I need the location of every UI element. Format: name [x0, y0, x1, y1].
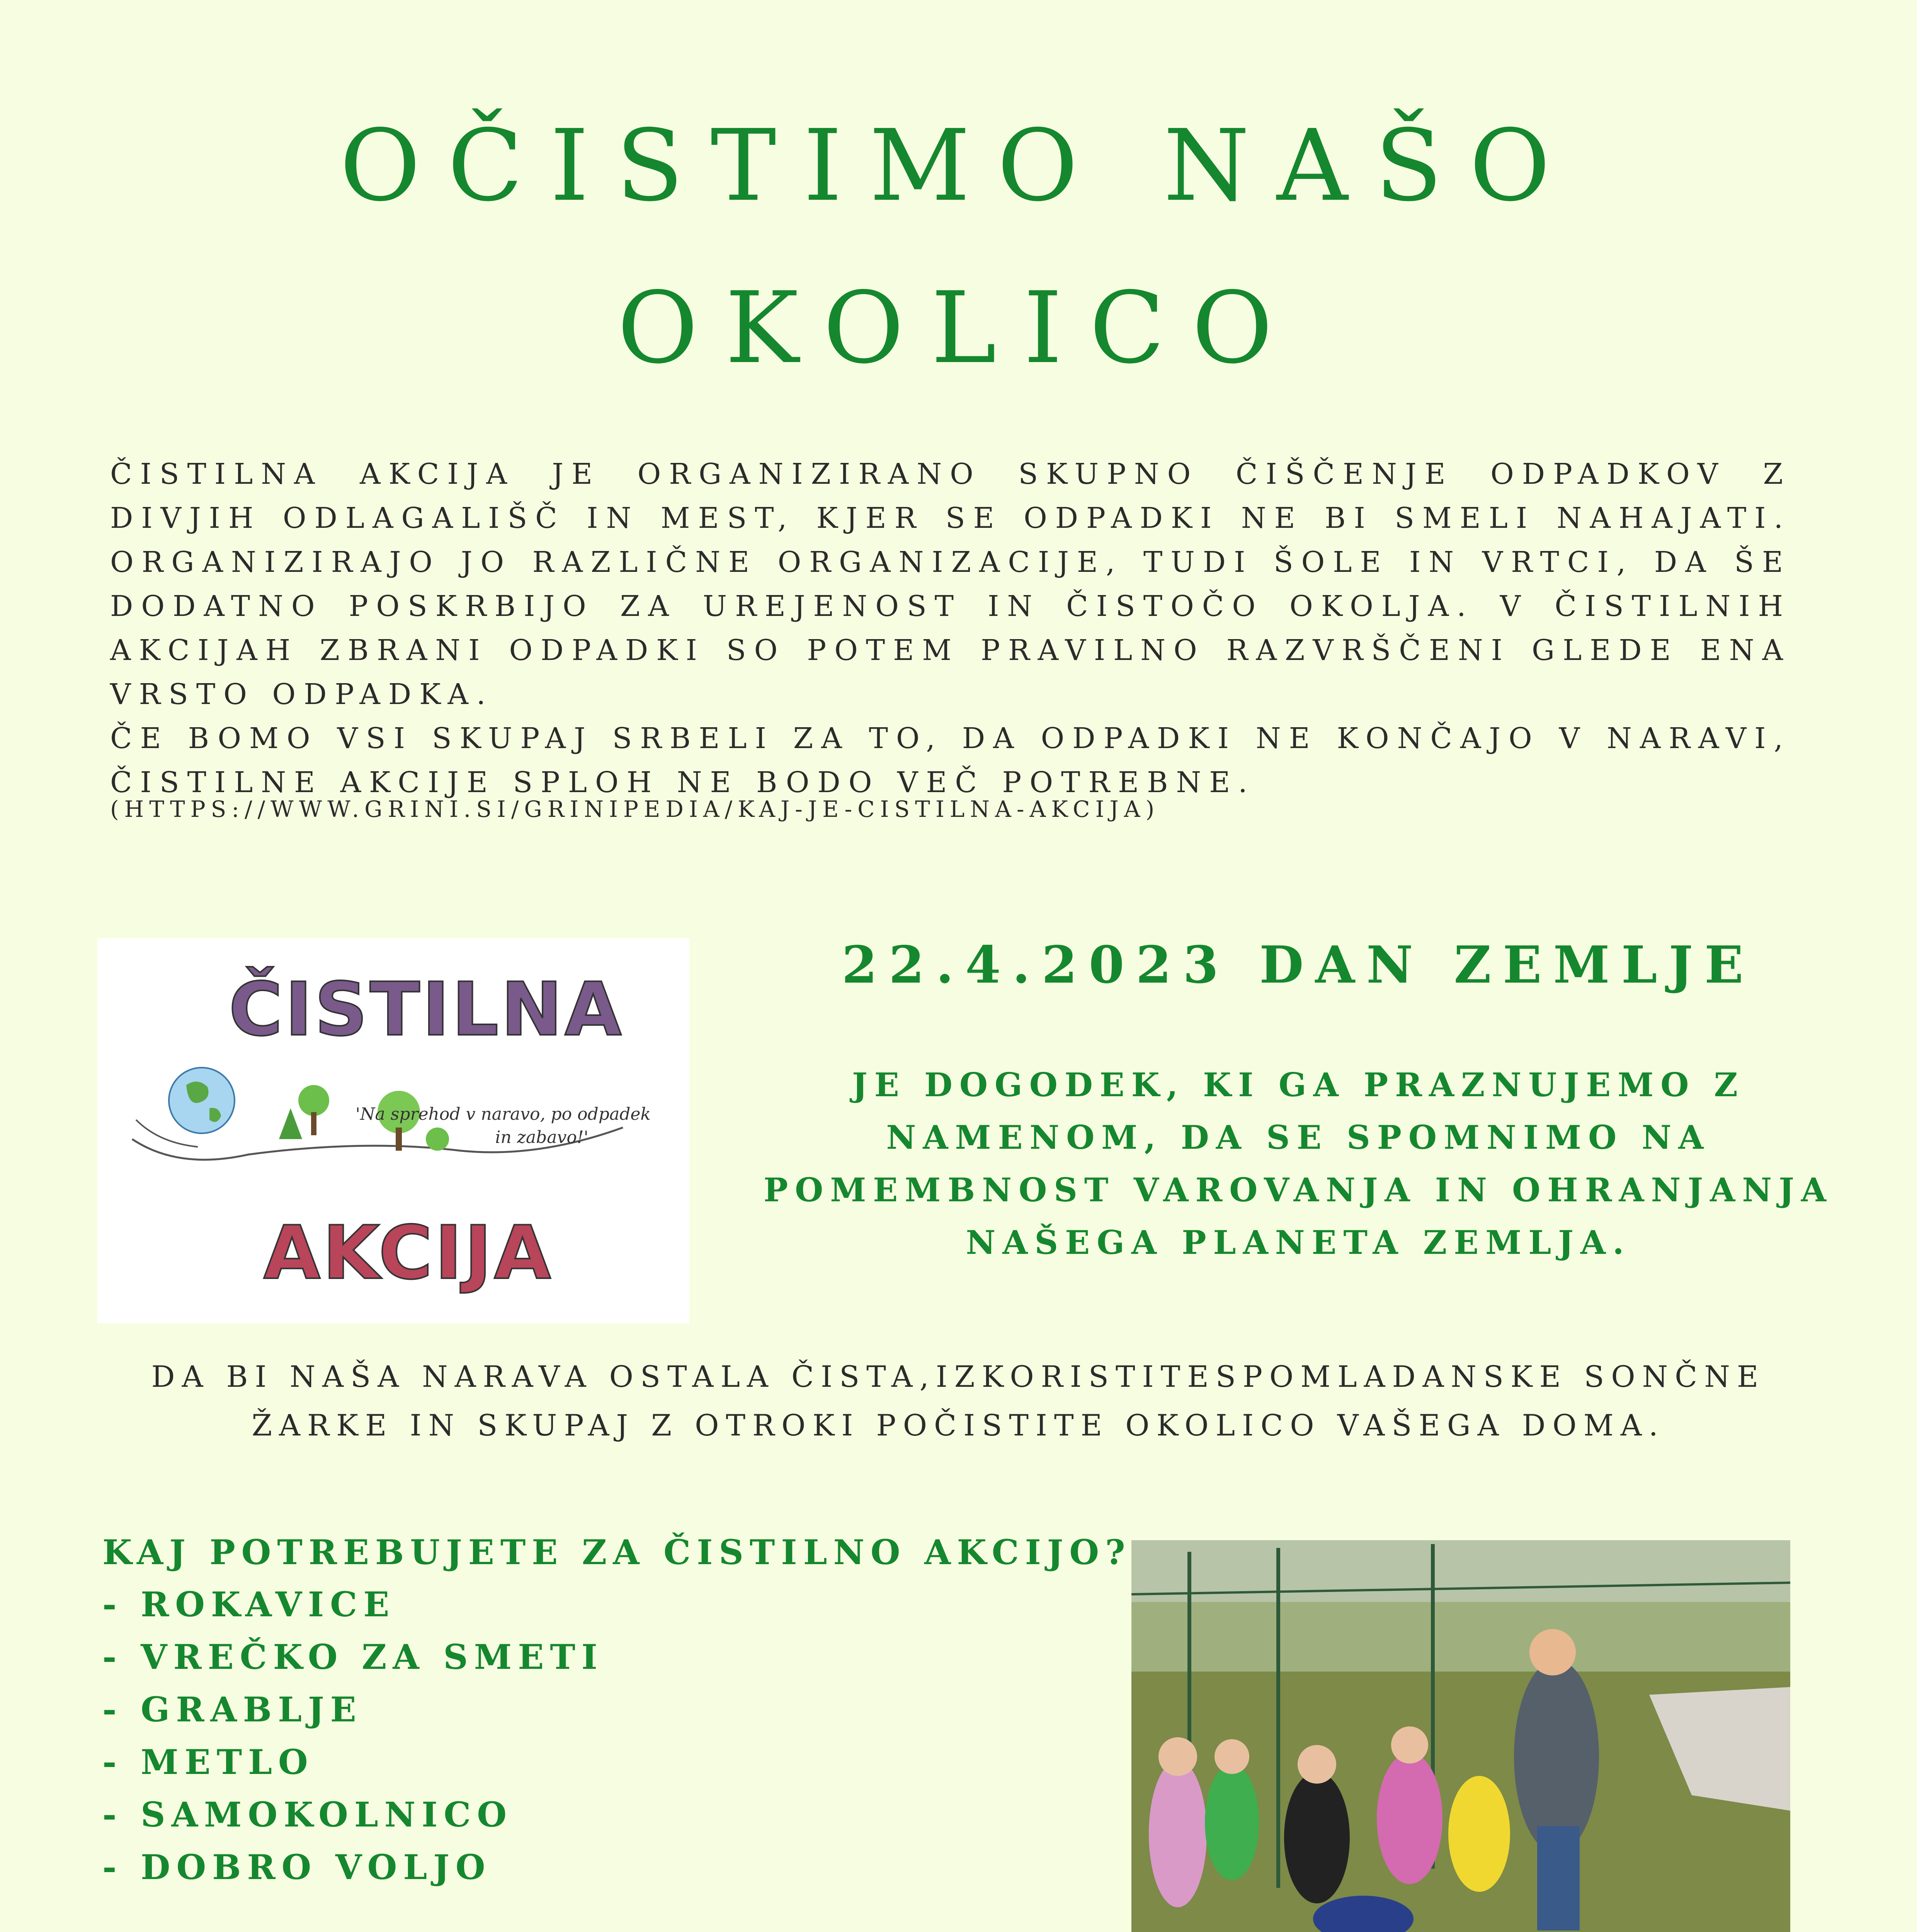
title-line-2: OKOLICO: [617, 271, 1300, 386]
intro-paragraph-2: ČE BOMO VSI SKUPAJ SRBELI ZA TO, DA ODPADKI NE KONČAJO V NARAVI, ČISTILNE AKCIJE SPLOH NE BODO VEČ POTREBNE.: [110, 722, 1791, 799]
needs-list-section: [102, 1526, 1146, 1893]
list-item: - METLO: [102, 1742, 314, 1782]
logo-word-2: AKCIJA: [264, 1210, 553, 1296]
needs-heading: KAJ POTREBUJETE ZA ČISTILNO AKCIJO?: [102, 1532, 1131, 1572]
title-line-1: OČISTIMO NAŠO: [340, 109, 1577, 223]
needs-list: [102, 1578, 1146, 1893]
spring-text: DA BI NAŠA NARAVA OSTALA ČISTA,IZKORISTITESPOMLADANSKE SONČNE ŽARKE IN SKUPAJ Z OTROKI POČISTITE OKOLICO VAŠEGA DOMA.: [151, 1359, 1766, 1442]
logo-slogan-line-2: in zabavo!': [495, 1128, 589, 1147]
logo-slogan-line-1: 'Na sprehod v naravo, po odpadek: [355, 1104, 651, 1124]
list-item: - ROKAVICE: [102, 1584, 396, 1624]
page-title: [0, 85, 1917, 410]
list-item: - GRABLJE: [102, 1689, 362, 1730]
event-text: JE DOGODEK, KI GA PRAZNUJEMO Z NAMENOM, DA SE SPOMNIMO NA POMEMBNOST VAROVANJA IN OHRANJANJA NAŠEGA PLANETA ZEMLJA.: [763, 1066, 1834, 1262]
list-item: - VREČKO ZA SMETI: [102, 1637, 604, 1677]
source-url: (HTTPS://WWW.GRINI.SI/GRINIPEDIA/KAJ-JE-CISTILNA-AKCIJA): [110, 796, 1160, 822]
cistilna-akcija-logo: [97, 938, 689, 1323]
list-item: - DOBRO VOLJO: [102, 1847, 492, 1887]
event-heading: 22.4.2023 DAN ZEMLJE: [842, 935, 1755, 995]
children-cleanup-photo: [1131, 1540, 1790, 1932]
intro-text: [110, 452, 1791, 804]
intro-paragraph-1: ČISTILNA AKCIJA JE ORGANIZIRANO SKUPNO ČIŠČENJE ODPADKOV Z DIVJIH ODLAGALIŠČ IN MEST, KJER SE ODPADKI NE BI SMELI NAHAJATI. ORGANIZIRAJO JO RAZLIČNE ORGANIZACIJE, TUDI ŠOLE IN VRTCI, DA ŠE DODATNO POSKRBIJO ZA UREJENOST IN ČISTOČO OKOLJA. V ČISTILNIH AKCIJAH ZBRANI ODPADKI SO POTEM PRAVILNO RAZVRŠČENI GLEDE ENA VRSTO ODPADKA.: [110, 457, 1791, 711]
logo-word-1: ČISTILNA: [229, 967, 624, 1052]
list-item: - SAMOKOLNICO: [102, 1794, 513, 1835]
